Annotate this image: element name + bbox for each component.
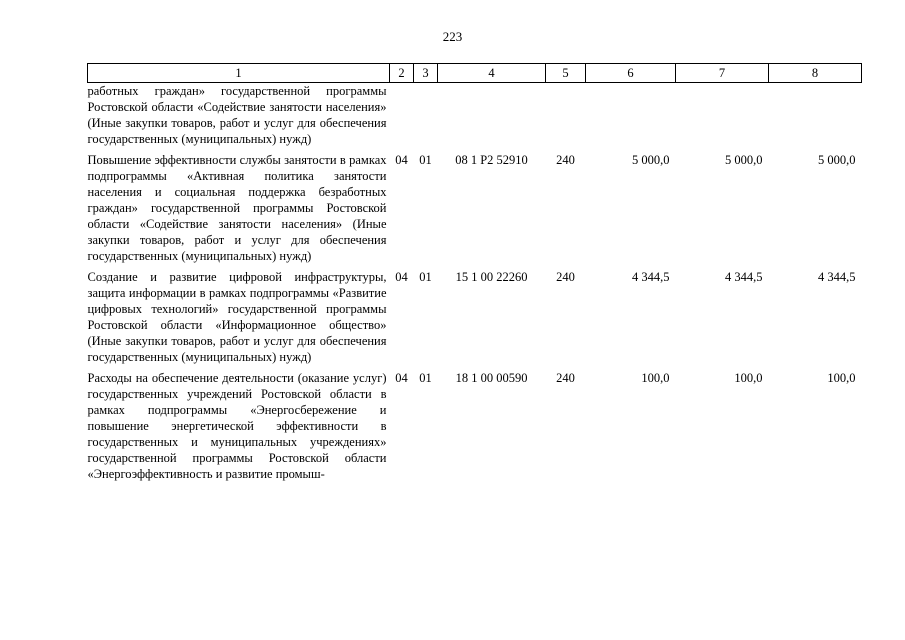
row-target-code: 15 1 00 22260 <box>455 270 528 284</box>
row-amount-3: 5 000,0 <box>818 153 856 167</box>
row-description: Создание и развитие цифровой инфраструктуры, защита информации в рамках подпрограммы «Развитие цифровых технологий» государственной программы Ростовской области «Информационное общество» (Иные закупки товаров, работ и услуг для обеспечения государственных (муниципальных) нужд) <box>87 270 387 364</box>
header-col-8: 8 <box>769 64 862 83</box>
header-col-5: 5 <box>546 64 586 83</box>
row-expense-type: 240 <box>556 270 575 284</box>
row-expense-type: 240 <box>556 153 575 167</box>
row-description: Повышение эффективности службы занятости в рамках подпрограммы «Активная политика занятости населения и социальная поддержка безработных граждан» государственной программы Ростовской области «Содействие занятости населения» (Иные закупки товаров, работ и услуг для обеспечения государственных (муниципальных) нужд) <box>87 153 387 263</box>
row-amount-2: 4 344,5 <box>725 270 763 284</box>
row-amount-1: 4 344,5 <box>632 270 670 284</box>
row-subsection: 01 <box>419 371 432 385</box>
budget-table <box>87 63 862 482</box>
row-amount-1: 100,0 <box>641 371 670 385</box>
row-amount-2: 100,0 <box>734 371 763 385</box>
row-amount-3 <box>769 83 862 148</box>
row-section: 04 <box>395 371 408 385</box>
table-row <box>88 83 862 148</box>
row-amount-1 <box>586 83 676 148</box>
page-number: 223 <box>442 29 463 44</box>
row-section <box>390 83 414 148</box>
row-amount-2: 5 000,0 <box>725 153 763 167</box>
row-amount-2 <box>676 83 769 148</box>
row-amount-1: 5 000,0 <box>632 153 670 167</box>
table-row <box>88 365 862 482</box>
row-description: работных граждан» государственной программы Ростовской области «Содействие занятости населения» (Иные закупки товаров, работ и услуг для обеспечения государственных (муниципальных) нужд) <box>87 84 387 146</box>
table-header-row <box>88 64 862 83</box>
row-section: 04 <box>395 270 408 284</box>
row-target-code: 08 1 P2 52910 <box>455 153 528 167</box>
table-row <box>88 264 862 365</box>
header-col-4: 4 <box>438 64 546 83</box>
row-description: Расходы на обеспечение деятельности (оказание услуг) государственных учреждений Ростовской области в рамках подпрограммы «Энергосбережение и повышение энергетической эффективности в государственных и муниципальных учреждениях» государственной программы Ростовской области «Энергоэффективность и развитие промыш- <box>87 371 387 481</box>
row-subsection: 01 <box>419 153 432 167</box>
row-section: 04 <box>395 153 408 167</box>
row-expense-type: 240 <box>556 371 575 385</box>
row-target-code: 18 1 00 00590 <box>455 371 528 385</box>
row-target-code <box>438 83 546 148</box>
row-amount-3: 100,0 <box>827 371 856 385</box>
row-subsection <box>414 83 438 148</box>
header-col-7: 7 <box>676 64 769 83</box>
row-subsection: 01 <box>419 270 432 284</box>
header-col-1: 1 <box>88 64 390 83</box>
table-row <box>88 147 862 264</box>
header-col-3: 3 <box>414 64 438 83</box>
header-col-6: 6 <box>586 64 676 83</box>
row-amount-3: 4 344,5 <box>818 270 856 284</box>
header-col-2: 2 <box>390 64 414 83</box>
row-expense-type <box>546 83 586 148</box>
